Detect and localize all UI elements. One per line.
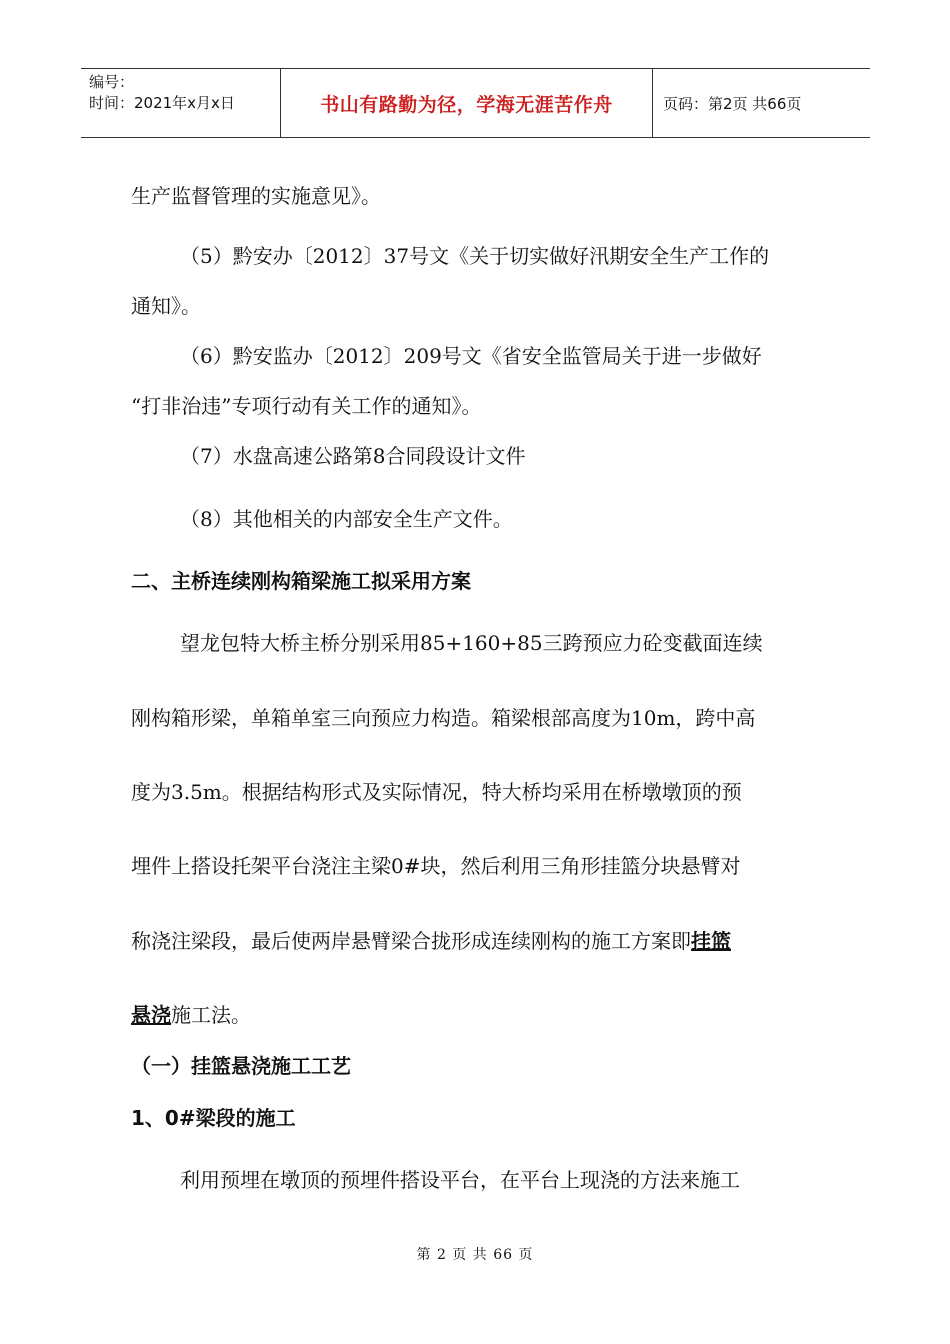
paragraph-text: 称浇注梁段，最后使两岸悬臂梁合拢形成连续刚构的施工方案即 [131,929,691,953]
paragraph-line: 生产监督管理的实施意见》。 [131,184,381,208]
paragraph-line: （5）黔安办〔2012〕37号文《关于切实做好汛期安全生产工作的 [180,244,770,268]
paragraph-line [131,925,731,954]
paragraph-text: 施工法。 [171,1003,251,1027]
paragraph-line: 望龙包特大桥主桥分别采用85+160+85三跨预应力砼变截面连续 [180,631,763,655]
paragraph-line: 通知》。 [131,294,201,318]
header-page-label: 页码：第2页 共66页 [663,94,802,113]
paragraph-line: 埋件上搭设托架平台浇注主梁0#块，然后利用三角形挂篮分块悬臂对 [131,854,741,878]
paragraph-line: （8）其他相关的内部安全生产文件。 [180,507,513,531]
paragraph-line [131,999,251,1028]
paragraph-line: 刚构箱形梁，单箱单室三向预应力构造。箱梁根部高度为10m，跨中高 [131,706,756,730]
paragraph-line: “打非治违”专项行动有关工作的通知》。 [131,394,482,418]
header-left-cell [81,69,281,137]
page-header [81,68,870,138]
emphasis-term: 悬浇 [131,1003,171,1027]
document-time-label: 时间：2021年x月x日 [89,94,235,112]
paragraph-line: （6）黔安监办〔2012〕209号文《省安全监管局关于进一步做好 [180,344,762,368]
subsection-heading: 1、0#梁段的施工 [131,1106,296,1130]
paragraph-line: 利用预埋在墩顶的预埋件搭设平台，在平台上现浇的方法来施工 [180,1168,740,1192]
paragraph-line: （7）水盘高速公路第8合同段设计文件 [180,444,526,468]
emphasis-term: 挂篮 [691,929,731,953]
section-heading: 二、主桥连续刚构箱梁施工拟采用方案 [131,569,471,593]
page-footer: 第 2 页 共 66 页 [416,1247,534,1263]
header-motto: 书山有路勤为径，学海无涯苦作舟 [281,69,653,137]
subsection-heading: （一）挂篮悬浇施工工艺 [131,1054,351,1078]
document-code-label: 编号： [89,73,135,91]
paragraph-line: 度为3.5m。根据结构形式及实际情况，特大桥均采用在桥墩墩顶的预 [131,780,742,804]
